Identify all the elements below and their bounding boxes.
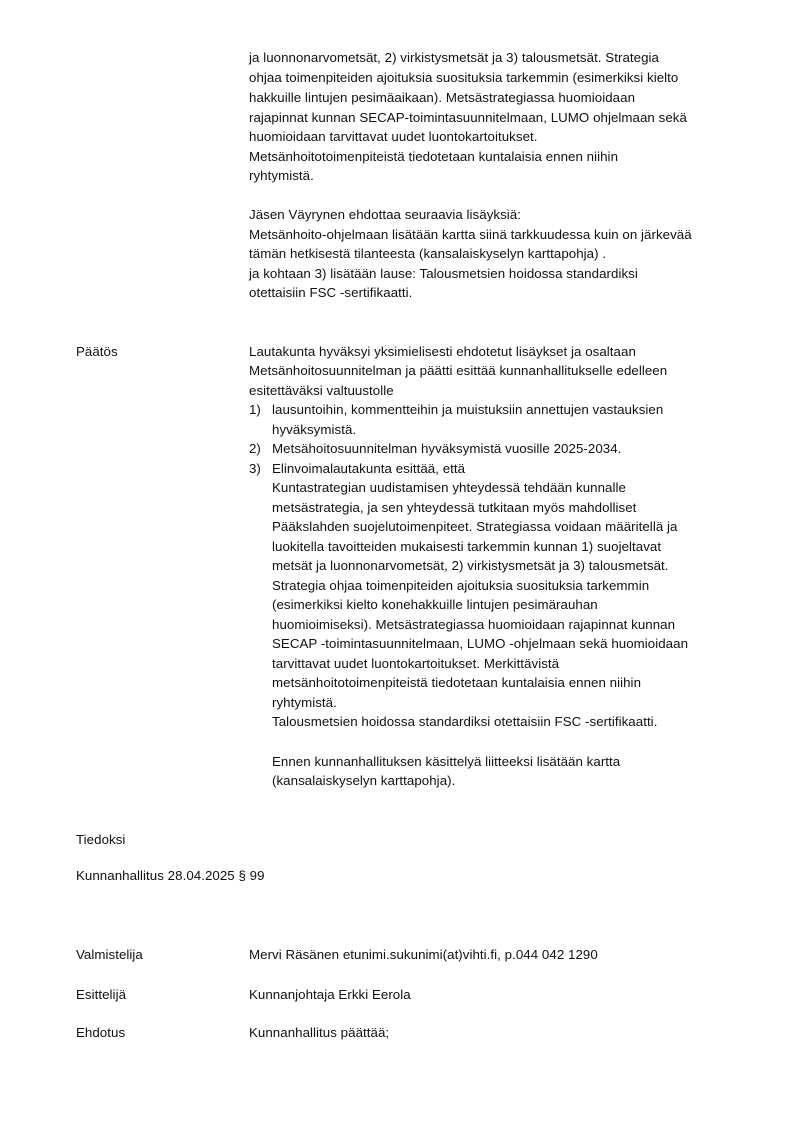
- list-item-line: SECAP -toimintasuunnitelmaan, LUMO -ohjelmaan sekä huomioidaan: [272, 636, 689, 651]
- intro-line: hakkuille lintujen pesimäaikaan). Metsästrategiassa huomioidaan: [249, 90, 636, 105]
- list-item-line: Talousmetsien hoidossa standardiksi otettaisiin FSC -sertifikaatti.: [272, 714, 658, 729]
- amendment-line: otettaisiin FSC -sertifikaatti.: [249, 285, 413, 300]
- list-item-line: luokitella tavoitteiden mukaisesti tarkemmin kunnan 1) suojeltavat: [272, 539, 662, 554]
- closing-line: (kansalaiskyselyn karttapohja).: [272, 773, 456, 788]
- ehdotus-value: Kunnanhallitus päättää;: [249, 1025, 390, 1040]
- intro-line: ohjaa toimenpiteiden ajoituksia suosituksia tarkemmin (esimerkiksi kielto: [249, 70, 679, 85]
- list-number: 3): [249, 461, 261, 476]
- intro-line: Metsänhoitotoimenpiteistä tiedotetaan kuntalaisia ennen niihin: [249, 149, 619, 164]
- esittelija-value: Kunnanjohtaja Erkki Eerola: [249, 987, 411, 1002]
- list-item-line: huomioimiseksi). Metsästrategiassa huomioidaan rajapinnat kunnan: [272, 617, 676, 632]
- list-item-line: Elinvoimalautakunta esittää, että: [272, 461, 466, 476]
- list-item-line: (esimerkiksi kielto konehakkuille lintujen pesimärauhan: [272, 597, 598, 612]
- intro-line: huomioidaan tarvittavat uudet luontokartoitukset.: [249, 129, 538, 144]
- list-item-line: Pääkslahden suojelutoimenpiteet. Strategiassa voidaan määritellä ja: [272, 519, 678, 534]
- valmistelija-label: Valmistelija: [76, 947, 143, 962]
- tiedoksi-heading: Tiedoksi: [76, 832, 126, 847]
- valmistelija-value: Mervi Räsänen etunimi.sukunimi(at)vihti.fi, p.044 042 1290: [249, 947, 598, 962]
- amendment-line: Metsänhoito-ohjelmaan lisätään kartta siinä tarkkuudessa kuin on järkevää: [249, 227, 692, 242]
- decision-intro-line: esitettäväksi valtuustolle: [249, 383, 394, 398]
- list-item-line: metsät ja luonnonarvometsät, 2) virkistysmetsät ja 3) talousmetsät.: [272, 558, 669, 573]
- list-item-line: ryhtymistä.: [272, 695, 337, 710]
- meeting-reference: Kunnanhallitus 28.04.2025 § 99: [76, 868, 265, 883]
- list-item-line: metsästrategia, ja sen yhteydessä tutkitaan myös mahdolliset: [272, 500, 637, 515]
- intro-line: ja luonnonarvometsät, 2) virkistysmetsät ja 3) talousmetsät. Strategia: [249, 50, 659, 65]
- list-item-line: Metsähoitosuunnitelman hyväksymistä vuosille 2025-2034.: [272, 441, 622, 456]
- decision-label: Päätös: [76, 344, 118, 359]
- intro-line: rajapinnat kunnan SECAP-toimintasuunnitelmaan, LUMO ohjelmaan sekä: [249, 110, 687, 125]
- list-item-line: hyväksymistä.: [272, 422, 357, 437]
- amendment-line: ja kohtaan 3) lisätään lause: Talousmetsien hoidossa standardiksi: [249, 266, 638, 281]
- esittelija-label: Esittelijä: [76, 987, 127, 1002]
- ehdotus-label: Ehdotus: [76, 1025, 126, 1040]
- amendment-line: tämän hetkisestä tilanteesta (kansalaiskyselyn karttapohja) .: [249, 246, 607, 261]
- decision-intro-line: Lautakunta hyväksyi yksimielisesti ehdotetut lisäykset ja osaltaan: [249, 344, 636, 359]
- list-item-line: metsänhoitotoimenpiteistä tiedotetaan kuntalaisia ennen niihin: [272, 675, 642, 690]
- list-item-line: tarvittavat uudet luontokartoitukset. Merkittävistä: [272, 656, 560, 671]
- list-item-line: lausuntoihin, kommentteihin ja muistuksiin annettujen vastauksien: [272, 402, 664, 417]
- list-number: 2): [249, 441, 261, 456]
- intro-line: ryhtymistä.: [249, 168, 314, 183]
- list-item-line: Kuntastrategian uudistamisen yhteydessä tehdään kunnalle: [272, 480, 626, 495]
- list-item-line: Strategia ohjaa toimenpiteiden ajoituksia suosituksia tarkemmin: [272, 578, 650, 593]
- amendment-line: Jäsen Väyrynen ehdottaa seuraavia lisäyksiä:: [249, 207, 521, 222]
- list-number: 1): [249, 402, 261, 417]
- closing-line: Ennen kunnanhallituksen käsittelyä liitteeksi lisätään kartta: [272, 754, 621, 769]
- decision-intro-line: Metsänhoitosuunnitelman ja päätti esittää kunnanhallitukselle edelleen: [249, 363, 668, 378]
